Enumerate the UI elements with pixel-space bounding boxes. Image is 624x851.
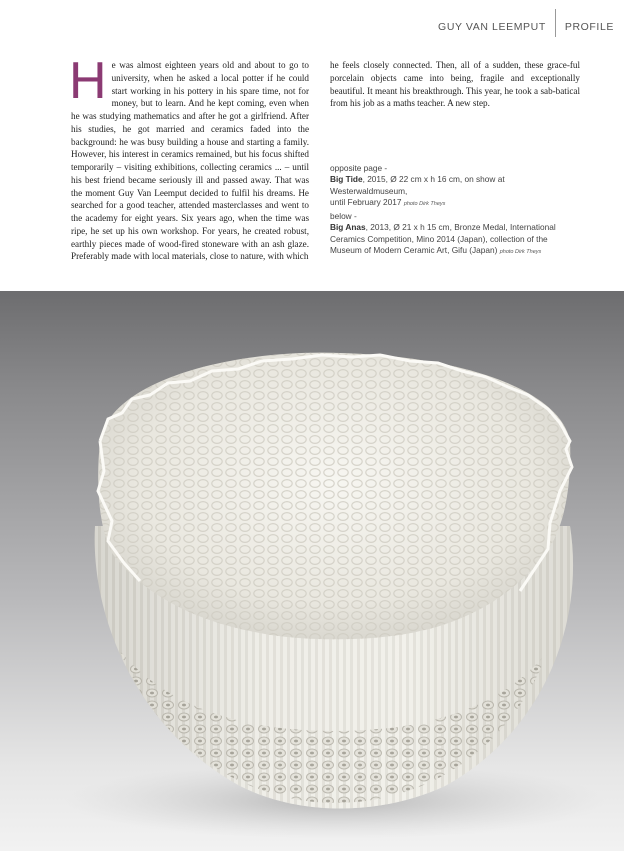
article-column-left — [69, 52, 309, 263]
header-artist: GUY VAN LEEMPUT — [438, 21, 546, 33]
article-text-left: e was almost eighteen years old and about to go to university, when he asked a local potter if he could start working in his pottery in his spare time, not for money, but to learn. And he kept coming, even when he was studying mathematics and after he got a girlfriend. After his studies, he got married and ceramics faded into the background: he was busy building a house and starting a family. However, his interest in ceramics remained, but his focus shifted temporarily – visiting exhibitions, collecting ceramics ... – until his best friend became seriously ill and passed away. That was the moment Guy Van Leemput decided to fulfil his dreams. He searched for a good teacher, attended masterclasses and went to the academy for eight years. Six years ago, when the time was ripe, he set up his own workshop. For years, he created robust, earthly pieces made of wood-fired stoneware with an ash glaze. Preferably made with local materials, close to nature, with which — [71, 60, 309, 262]
caption-details: , 2015, Ø 22 cm x h 16 cm, on show at Westerwaldmuseum, — [330, 174, 505, 196]
caption-label: opposite page - — [330, 163, 388, 173]
photo-credit: photo Dirk Theys — [403, 201, 446, 208]
porcelain-bowl-photo — [0, 291, 624, 851]
caption-opposite-page — [330, 163, 580, 211]
photo-credit: photo Dirk Theys — [499, 249, 542, 256]
caption-work-title: Big Anas — [330, 222, 366, 233]
caption-below — [330, 211, 580, 259]
page-header — [438, 16, 614, 38]
article-column-right — [330, 59, 580, 110]
article-text-right: he feels closely connected. Then, all of a sudden, these grace-ful porcelain objects came into being, fragile and exceptionally beautiful. It meant his breakthrough. This year, he took a sab-batical from his job as a maths teacher. A new step. — [330, 60, 580, 109]
caption-work-title: Big Tide — [330, 174, 363, 185]
header-divider — [555, 9, 556, 37]
drop-cap: H — [69, 52, 107, 110]
caption-label: below - — [330, 211, 357, 221]
caption-details: , 2013, Ø 21 x h 15 cm, Bronze Medal, International Ceramics Competition, Mino 2014 (Japan), collection of the Museum of Modern Ceramic Art, Gifu (Japan) — [330, 222, 556, 256]
caption-details-2: until February 2017 — [330, 197, 402, 208]
header-section: PROFILE — [564, 21, 614, 33]
bowl-illustration — [0, 291, 624, 851]
